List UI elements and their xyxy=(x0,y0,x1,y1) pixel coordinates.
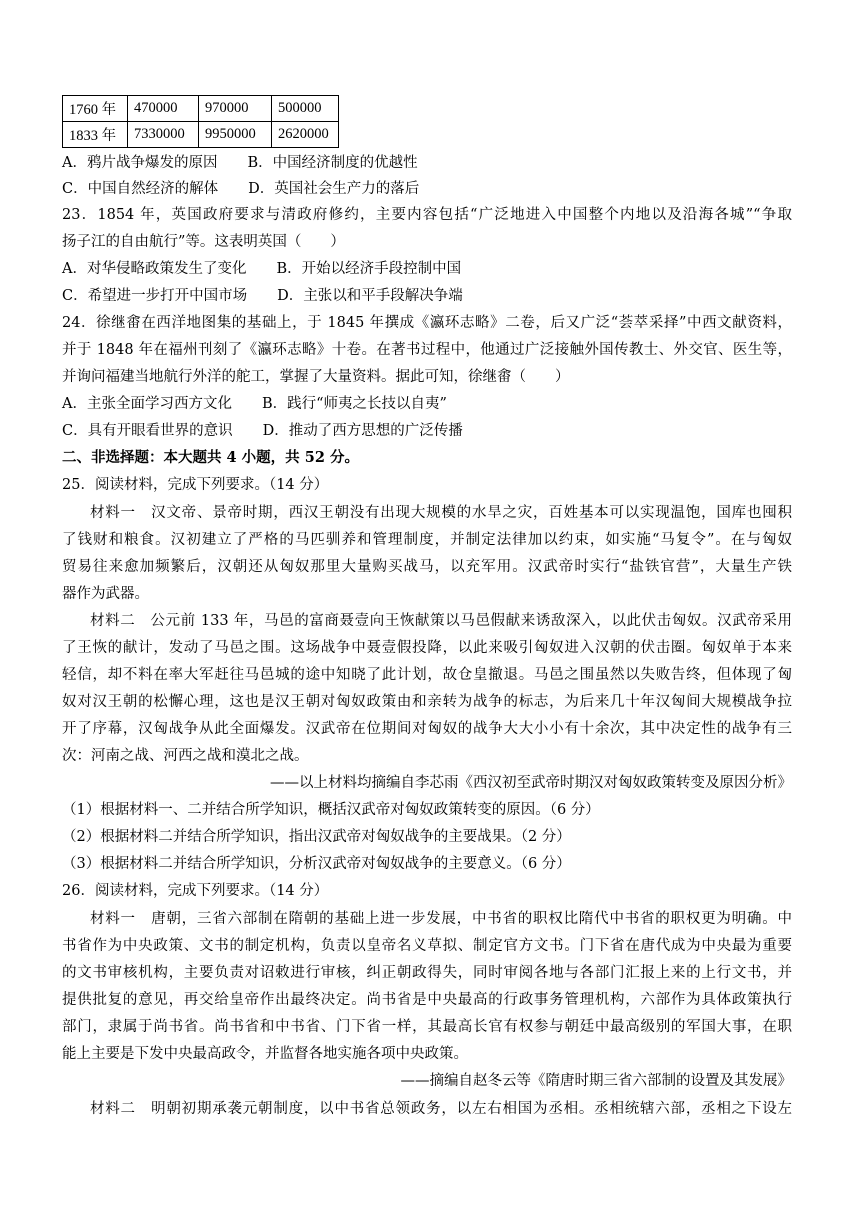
option-d: D．英国社会生产力的落后 xyxy=(248,181,420,197)
table-row xyxy=(63,122,339,148)
q23-options-row-2 xyxy=(62,286,463,306)
q24-stem-line: 24．徐继畬在西洋地图集的基础上，于 1845 年撰成《瀛环志略》二卷，后又广泛“荟萃采择”中西文献资料， xyxy=(62,315,792,331)
q22-options-row-2 xyxy=(62,179,419,199)
q25-material-1-line: 器作为武器。 xyxy=(62,586,149,602)
table-cell: 470000 xyxy=(128,96,199,122)
q25-material-2-line: 了王恢的献计，发动了马邑之围。这场战争中聂壹假投降，以此来吸引匈奴进入汉朝的伏击圈。匈奴单于本来 xyxy=(62,640,792,656)
q26-material-1-line: 书省作为中央政策、文书的制定机构，负责以皇帝名义草拟、制定官方文书。门下省在唐代成为中央最为重要 xyxy=(62,938,792,954)
option-d: D．主张以和平手段解决争端 xyxy=(277,288,463,304)
table-cell: 9950000 xyxy=(199,122,272,148)
q25-material-2-line: 奴对汉王朝的松懈心理，这也是汉王朝对匈奴政策由和亲转为战争的标志，为后来几十年汉匈间大规模战争拉 xyxy=(62,694,792,710)
table-cell: 500000 xyxy=(272,96,339,122)
q23-stem-line: 23．1854 年，英国政府要求与清政府修约，主要内容包括“广泛地进入中国整个内地以及沿海各城”“争取 xyxy=(62,207,792,223)
table-cell: 2620000 xyxy=(272,122,339,148)
q26-source: ——摘编自赵冬云等《隋唐时期三省六部制的设置及其发展》 xyxy=(400,1073,792,1089)
q25-material-1-line: 贸易往来愈加频繁后，汉朝还从匈奴那里大量购买战马，以充军用。汉武帝时实行“盐铁官营”，大量生产铁 xyxy=(62,559,792,575)
q23-stem-line: 扬子江的自由航行”等。这表明英国（ ） xyxy=(62,234,345,250)
option-a: A．鸦片战争爆发的原因 xyxy=(62,155,218,171)
q25-material-2-line: 轻信，却不料在率大军赶往马邑城的途中知晓了此计划，故仓皇撤退。马邑之围虽然以失败告终，但体现了匈 xyxy=(62,667,792,683)
q26-material-1-line: 部门，隶属于尚书省。尚书省和中书省、门下省一样，其最高长官有权参与朝廷中最高级别的军国大事，在职 xyxy=(62,1019,792,1035)
q25-material-2-line: 开了序幕，汉匈战争从此全面爆发。汉武帝在位期间对匈奴的战争大大小小有十余次，其中决定性的战争有三 xyxy=(62,721,792,737)
q25-question: （3）根据材料二并结合所学知识，分析汉武帝对匈奴战争的主要意义。（6 分） xyxy=(62,856,571,872)
option-c: C．中国自然经济的解体 xyxy=(62,181,219,197)
table-cell: 1833 年 xyxy=(63,122,128,148)
q25-header: 25．阅读材料，完成下列要求。（14 分） xyxy=(62,477,329,493)
q26-material-1-line: 提供批复的意见，再交给皇帝作出最终决定。尚书省是中央最高的行政事务管理机构，六部作为具体政策执行 xyxy=(62,992,792,1008)
option-b: B．践行“师夷之长技以自夷” xyxy=(261,396,447,412)
q24-stem-line: 并询问福建当地航行外洋的舵工，掌握了大量资料。据此可知，徐继畬（ ） xyxy=(62,369,570,385)
data-table xyxy=(62,95,339,148)
q25-source: ——以上材料均摘编自李芯雨《西汉初至武帝时期汉对匈奴政策转变及原因分析》 xyxy=(270,775,792,791)
table-cell: 1760 年 xyxy=(63,96,128,122)
q24-options-row-1 xyxy=(62,394,447,414)
q22-options-row-1 xyxy=(62,153,418,173)
q24-stem-line: 并于 1848 年在福州刊刻了《瀛环志略》十卷。在著书过程中，他通过广泛接触外国传教士、外交官、医生等， xyxy=(62,342,792,358)
section-title: 二、非选择题：本大题共 4 小题，共 52 分。 xyxy=(62,449,359,466)
q25-question: （1）根据材料一、二并结合所学知识，概括汉武帝对匈奴政策转变的原因。（6 分） xyxy=(62,802,600,818)
q26-material-1-line: 的文书审核机构，主要负责对诏敕进行审核，纠正朝政得失，同时审阅各地与各部门汇报上来的上行文书，并 xyxy=(62,965,792,981)
q24-options-row-2 xyxy=(62,421,463,441)
q26-material-1-line: 材料一 唐朝，三省六部制在隋朝的基础上进一步发展，中书省的职权比隋代中书省的职权更为明确。中 xyxy=(90,911,792,927)
option-c: C．希望进一步打开中国市场 xyxy=(62,288,248,304)
q26-header: 26．阅读材料，完成下列要求。（14 分） xyxy=(62,883,329,899)
table-row xyxy=(63,96,339,122)
q25-material-2-line: 次：河南之战、河西之战和漠北之战。 xyxy=(62,748,309,764)
q25-material-1-line: 材料一 汉文帝、景帝时期，西汉王朝没有出现大规模的水旱之灾，百姓基本可以实现温饱，国库也囤积 xyxy=(90,505,792,521)
option-b: B．中国经济制度的优越性 xyxy=(247,155,418,171)
q25-question: （2）根据材料二并结合所学知识，指出汉武帝对匈奴战争的主要战果。（2 分） xyxy=(62,829,571,845)
option-c: C．具有开眼看世界的意识 xyxy=(62,423,233,439)
q26-material-2-line: 材料二 明朝初期承袭元朝制度，以中书省总领政务，以左右相国为丞相。丞相统辖六部，丞相之下设左 xyxy=(90,1101,792,1117)
option-b: B．开始以经济手段控制中国 xyxy=(276,261,462,277)
option-a: A．对华侵略政策发生了变化 xyxy=(62,261,247,277)
table-cell: 970000 xyxy=(199,96,272,122)
q23-options-row-1 xyxy=(62,259,461,279)
q25-material-2-line: 材料二 公元前 133 年，马邑的富商聂壹向王恢献策以马邑假献来诱敌深入，以此伏击匈奴。汉武帝采用 xyxy=(90,613,792,629)
option-a: A．主张全面学习西方文化 xyxy=(62,396,232,412)
option-d: D．推动了西方思想的广泛传播 xyxy=(262,423,463,439)
table-cell: 7330000 xyxy=(128,122,199,148)
q26-material-1-line: 能上主要是下发中央最高政令，并监督各地实施各项中央政策。 xyxy=(62,1046,468,1062)
q25-material-1-line: 了钱财和粮食。汉初建立了严格的马匹驯养和管理制度，并制定法律加以约束，如实施“马复令”。在与匈奴 xyxy=(62,532,792,548)
